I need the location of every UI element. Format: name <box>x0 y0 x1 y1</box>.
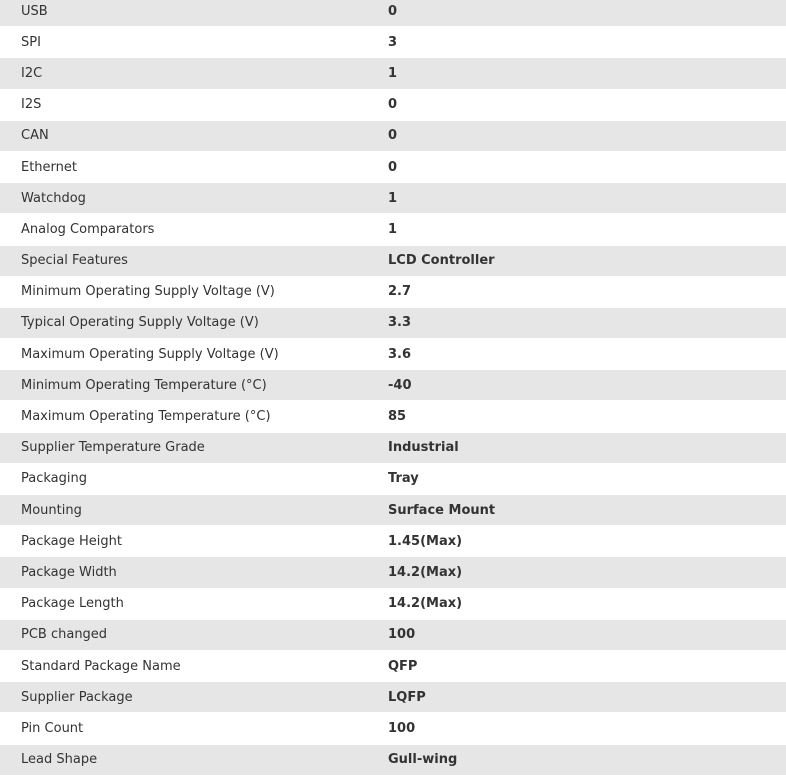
spec-label: Minimum Operating Supply Voltage (V) <box>21 284 275 300</box>
spec-value: Gull-wing <box>388 752 458 768</box>
table-row <box>0 183 786 214</box>
spec-value: 2.7 <box>388 284 412 300</box>
table-row <box>0 745 786 776</box>
spec-label: PCB changed <box>21 627 108 643</box>
spec-label: Package Height <box>21 533 122 549</box>
table-row <box>0 246 786 277</box>
spec-label: Ethernet <box>21 159 77 175</box>
spec-label: Minimum Operating Temperature (°C) <box>21 377 267 393</box>
spec-label: CAN <box>21 128 49 144</box>
table-row <box>0 526 786 557</box>
table-row <box>0 214 786 245</box>
spec-value: 0 <box>388 97 398 113</box>
spec-value: 0 <box>388 128 398 144</box>
spec-value: 1 <box>388 221 398 237</box>
spec-value: 85 <box>388 409 407 425</box>
spec-value: 3.6 <box>388 346 412 362</box>
spec-value: 0 <box>388 3 398 19</box>
table-row <box>0 58 786 89</box>
spec-label: Pin Count <box>21 720 84 736</box>
table-row <box>0 620 786 651</box>
spec-value: -40 <box>388 377 412 393</box>
spec-value: 14.2(Max) <box>388 564 463 580</box>
spec-value: 14.2(Max) <box>388 596 463 612</box>
spec-label: Maximum Operating Temperature (°C) <box>21 409 271 425</box>
spec-label: Analog Comparators <box>21 221 155 237</box>
spec-value: 0 <box>388 159 398 175</box>
spec-value: 3.3 <box>388 315 412 331</box>
spec-value: Tray <box>388 471 419 487</box>
table-row <box>0 277 786 308</box>
table-row <box>0 557 786 588</box>
table-row <box>0 339 786 370</box>
spec-label: Typical Operating Supply Voltage (V) <box>21 315 259 331</box>
spec-label: Maximum Operating Supply Voltage (V) <box>21 346 279 362</box>
spec-label: Watchdog <box>21 190 86 206</box>
spec-label: Standard Package Name <box>21 658 181 674</box>
spec-value: QFP <box>388 658 418 674</box>
spec-value: LQFP <box>388 689 426 705</box>
table-row <box>0 27 786 58</box>
spec-value: 100 <box>388 720 416 736</box>
table-row <box>0 121 786 152</box>
spec-label: Supplier Temperature Grade <box>21 440 205 456</box>
spec-value: 1.45(Max) <box>388 533 463 549</box>
table-row <box>0 152 786 183</box>
table-row <box>0 464 786 495</box>
spec-value: 3 <box>388 34 398 50</box>
spec-label: Lead Shape <box>21 752 98 768</box>
spec-label: I2C <box>21 65 43 81</box>
table-row <box>0 370 786 401</box>
spec-label: Supplier Package <box>21 689 133 705</box>
spec-label: SPI <box>21 34 41 50</box>
table-row <box>0 90 786 121</box>
spec-label: Package Length <box>21 596 124 612</box>
spec-label: Packaging <box>21 471 87 487</box>
table-row <box>0 495 786 526</box>
spec-label: Mounting <box>21 502 82 518</box>
spec-value: 1 <box>388 190 398 206</box>
table-row <box>0 0 786 27</box>
spec-value: Industrial <box>388 440 459 456</box>
table-row <box>0 433 786 464</box>
spec-label: Package Width <box>21 564 117 580</box>
spec-value: 1 <box>388 65 398 81</box>
spec-value: 100 <box>388 627 416 643</box>
spec-label: Special Features <box>21 253 128 269</box>
table-row <box>0 589 786 620</box>
spec-value: Surface Mount <box>388 502 496 518</box>
spec-label: I2S <box>21 97 42 113</box>
spec-label: USB <box>21 3 48 19</box>
table-row <box>0 308 786 339</box>
table-row <box>0 682 786 713</box>
table-row <box>0 713 786 744</box>
table-row <box>0 401 786 432</box>
spec-value: LCD Controller <box>388 253 495 269</box>
table-row <box>0 651 786 682</box>
